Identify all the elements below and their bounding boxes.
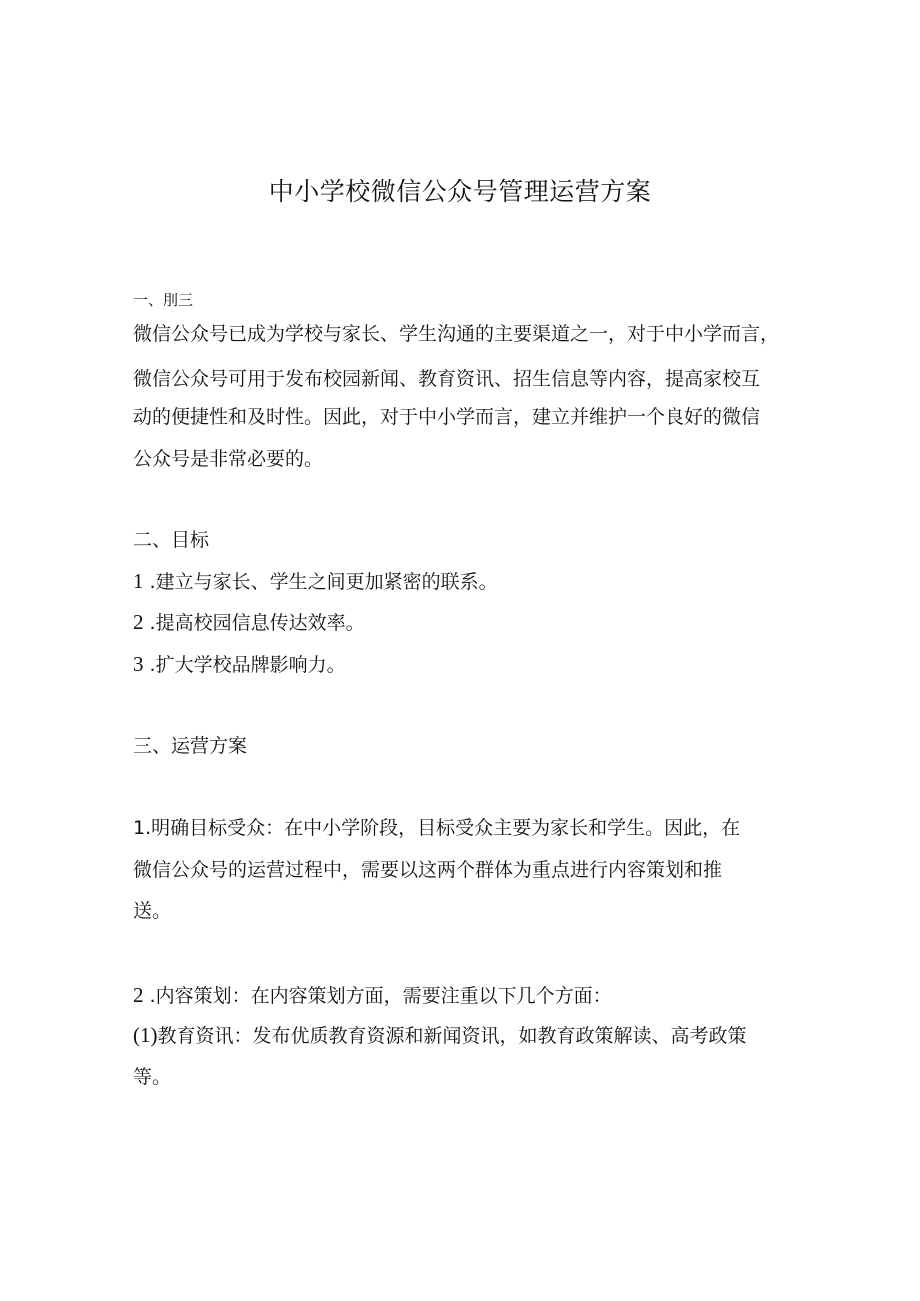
operation-number: 2 <box>133 983 144 1007</box>
sub-item-text: 教育资讯：发布优质教育资源和新闻资讯，如教育政策解读、高考政策 <box>157 1025 747 1047</box>
paragraph-line: 微信公众号可用于发布校园新闻、教育资讯、招生信息等内容，提高家校互 <box>133 368 761 390</box>
goal-number: 3 <box>133 652 144 676</box>
goal-item <box>133 610 365 635</box>
goal-text: .建立与家长、学生之间更加紧密的联系。 <box>149 571 498 593</box>
sub-item-prefix: (1) <box>133 1023 158 1047</box>
goal-item <box>133 569 498 594</box>
paragraph-line: 微信公众号已成为学校与家长、学生沟通的主要渠道之一，对于中小学而言， <box>133 323 780 345</box>
goal-number: 1 <box>133 569 144 593</box>
paragraph-line: 等。 <box>133 1066 172 1088</box>
paragraph-line: 送。 <box>133 900 172 922</box>
goal-item <box>133 652 346 677</box>
paragraph-line: 公众号是非常必要的。 <box>133 448 324 470</box>
paragraph-line: 动的便捷性和及时性。因此，对于中小学而言，建立并维护一个良好的微信 <box>133 406 761 428</box>
operation-text: .内容策划：在内容策划方面，需要注重以下几个方面： <box>149 985 612 1007</box>
section-heading-operations: 三、运营方案 <box>133 735 248 757</box>
paragraph-line: 微信公众号的运营过程中，需要以这两个群体为重点进行内容策划和推 <box>133 859 723 881</box>
section-heading-preface: 一、刖三 <box>133 291 194 309</box>
section-heading-goals: 二、目标 <box>133 529 210 551</box>
paragraph-line: 1.明确目标受众：在中小学阶段，目标受众主要为家长和学生。因此，在 <box>133 817 741 839</box>
operation-point <box>133 983 612 1008</box>
goal-text: .扩大学校品牌影响力。 <box>149 654 346 676</box>
goal-text: .提高校园信息传达效率。 <box>149 612 365 634</box>
goal-number: 2 <box>133 610 144 634</box>
sub-item <box>133 1023 747 1048</box>
document-title: 中小学校微信公众号管理运营方案 <box>268 177 652 206</box>
